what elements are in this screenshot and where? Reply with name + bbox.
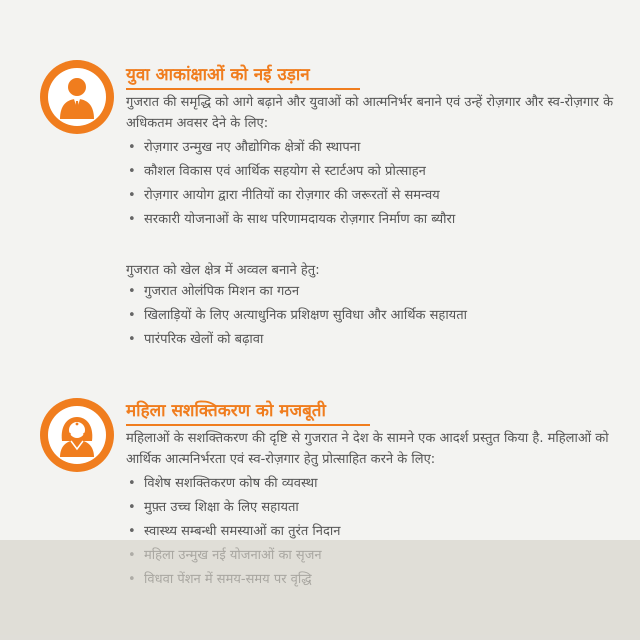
- women-intro-text: महिलाओं के सशक्तिकरण की दृष्टि से गुजरात ने देश के सामने एक आदर्श प्रस्तुत किया है. महिलाओं को आर्थिक आत्मनिर्भरता एवं स्व-रोज़गार हेतु प्रोत्साहित करने के लिए:: [126, 431, 609, 467]
- youth-heading-underline: [126, 88, 360, 90]
- list-item: • रोज़गार उन्मुख नए औद्योगिक क्षेत्रों की स्थापना: [126, 136, 455, 160]
- woman-icon: [56, 413, 98, 457]
- youth-icon-badge: [40, 60, 114, 134]
- list-item: • स्वास्थ्य सम्बन्धी समस्याओं का तुरंत निदान: [126, 520, 340, 544]
- man-silhouette-icon: [57, 75, 97, 119]
- list-item: • रोज़गार आयोग द्वारा नीतियों का रोज़गार की जरूरतों से समन्वय: [126, 184, 455, 208]
- youth-intro-text: गुजरात की समृद्धि को आगे बढ़ाने और युवाओं को आत्मनिर्भर बनाने एवं उन्हें रोज़गार और स्व-रोज़गार के अधिकतम अवसर देने के लिए:: [126, 95, 614, 131]
- list-item: • सरकारी योजनाओं के साथ परिणामदायक रोज़गार निर्माण का ब्यौरा: [126, 208, 455, 232]
- women-heading: महिला सशक्तिकरण को मजबूती: [126, 401, 326, 421]
- bottom-translucent-overlay: [0, 540, 640, 640]
- list-item: • पारंपरिक खेलों को बढ़ावा: [126, 328, 467, 352]
- list-item: • विशेष सशक्तिकरण कोष की व्यवस्था: [126, 472, 340, 496]
- women-heading-underline: [126, 424, 370, 426]
- sports-bullet-list: [126, 280, 467, 352]
- women-icon-badge: [40, 398, 114, 472]
- list-item: • कौशल विकास एवं आर्थिक सहयोग से स्टार्टअप को प्रोत्साहन: [126, 160, 455, 184]
- list-item: • खिलाड़ियों के लिए अत्याधुनिक प्रशिक्षण सुविधा और आर्थिक सहायता: [126, 304, 467, 328]
- youth-heading: युवा आकांक्षाओं को नई उड़ान: [126, 65, 310, 85]
- list-item: • मुफ़्त उच्च शिक्षा के लिए सहायता: [126, 496, 340, 520]
- youth-bullet-list: [126, 136, 455, 232]
- sports-intro-text: गुजरात को खेल क्षेत्र में अव्वल बनाने हेतु:: [126, 263, 320, 278]
- list-item: • गुजरात ओलंपिक मिशन का गठन: [126, 280, 467, 304]
